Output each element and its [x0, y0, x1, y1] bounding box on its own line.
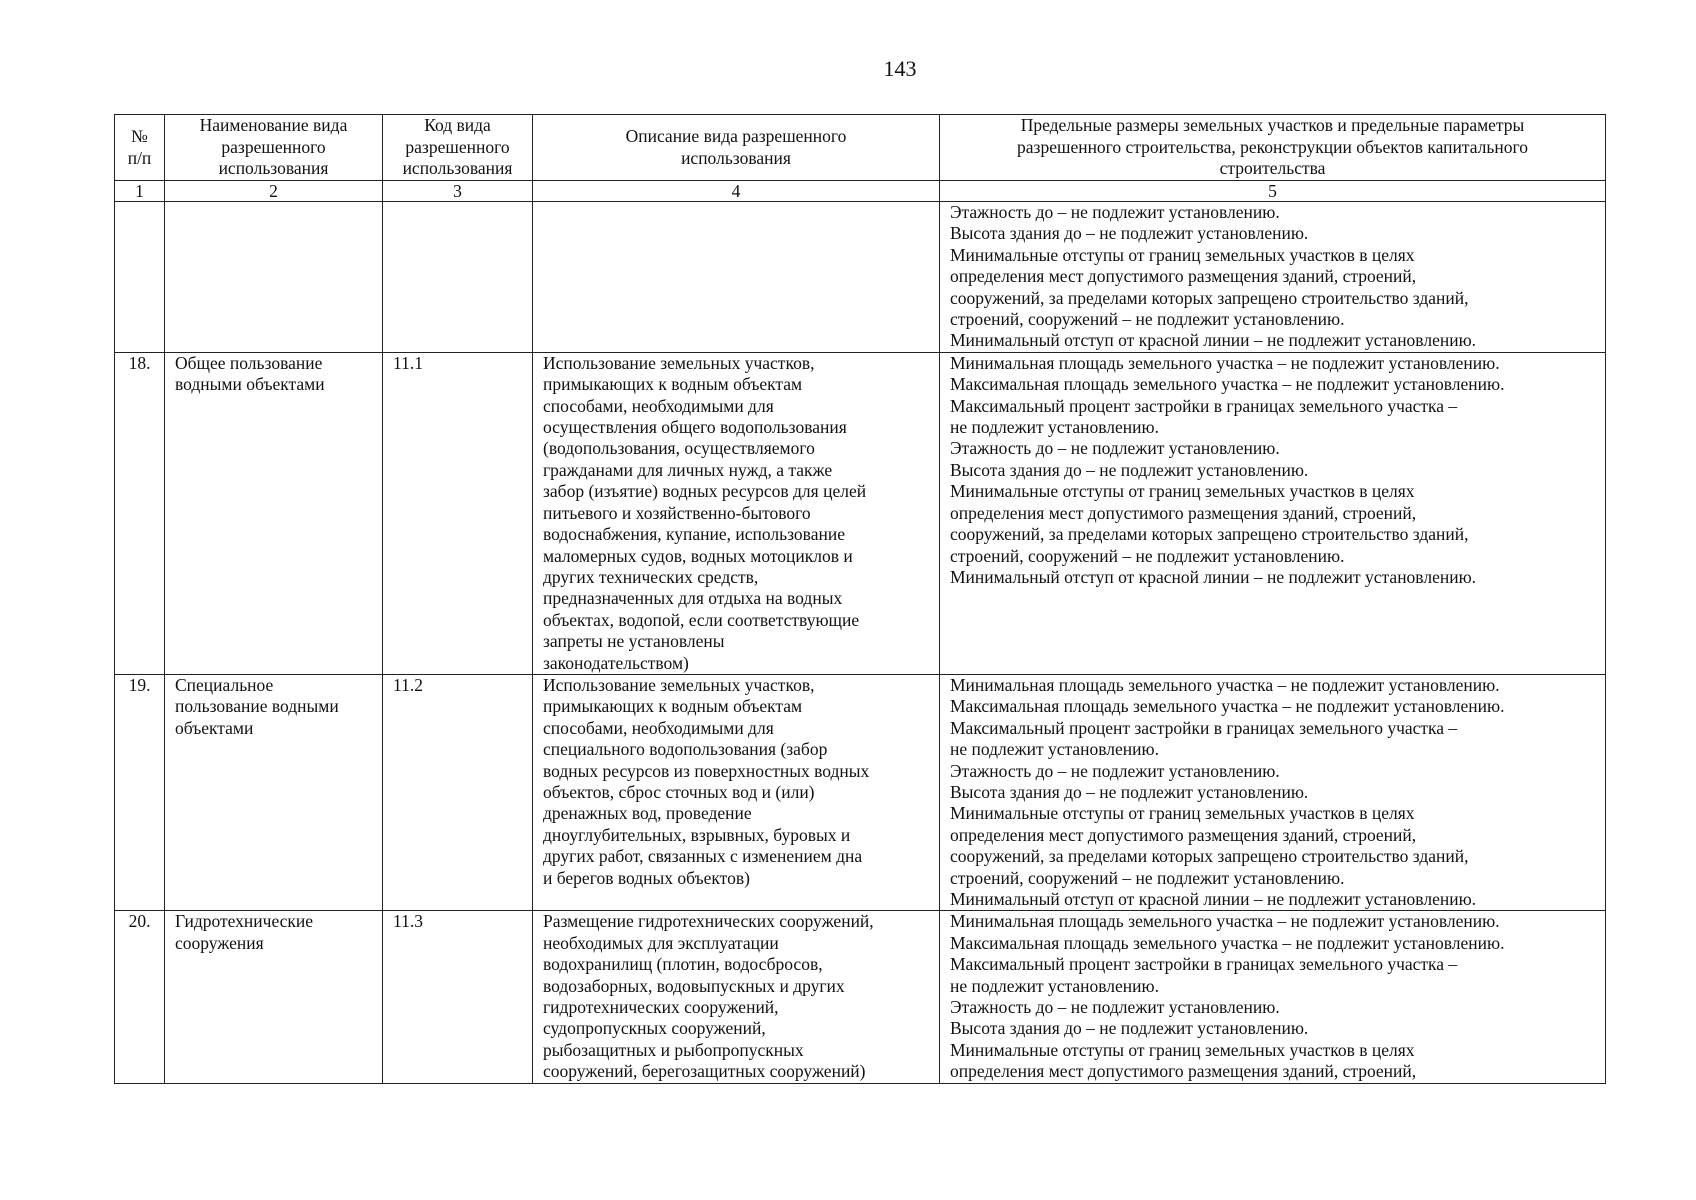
text-line: Минимальная площадь земельного участка – не подлежит установлению.	[950, 911, 1500, 932]
text-line: Минимальные отступы от границ земельных участков в целях	[950, 481, 1415, 502]
text-line: забор (изъятие) водных ресурсов для целей	[543, 481, 867, 502]
text-line: определения мест допустимого размещения зданий, строений,	[950, 502, 1417, 523]
text-line: пользование водными	[175, 696, 339, 717]
text-line: Высота здания до – не подлежит установлению.	[950, 781, 1309, 802]
text-line: запреты не установлены	[543, 631, 725, 652]
text-line: примыкающих к водным объектам	[543, 696, 803, 717]
text-line: водных ресурсов из поверхностных водных	[543, 760, 870, 781]
text-line: не подлежит установлению.	[950, 417, 1159, 438]
text-line: Специальное	[175, 674, 274, 695]
text-line: определения мест допустимого размещения зданий, строений,	[950, 266, 1417, 287]
use-code-cell	[383, 202, 533, 353]
column-number: 5	[940, 181, 1606, 202]
text-line: водозаборных, водовыпускных и других	[543, 975, 845, 996]
text-line: сооружений, за пределами которых запрещено строительство зданий,	[950, 524, 1469, 545]
text-line: сооружений, за пределами которых запрещено строительство зданий,	[950, 287, 1469, 308]
header-description: Описание вида разрешенного использования	[533, 115, 940, 181]
text-line: гидротехнических сооружений,	[543, 997, 779, 1018]
use-name-cell	[165, 352, 383, 674]
text-line: водными объектами	[175, 374, 325, 395]
text-line: рыбозащитных и рыбопропускных	[543, 1039, 804, 1060]
text-line: Размещение гидротехнических сооружений,	[543, 911, 874, 932]
text-line: гражданами для личных нужд, а также	[543, 459, 833, 480]
row-number: 19.	[115, 674, 165, 910]
text-line: и берегов водных объектов)	[543, 867, 750, 888]
text-line: не подлежит установлению.	[950, 975, 1159, 996]
use-parameters-cell	[940, 911, 1606, 1083]
text-line: судопропускных сооружений,	[543, 1018, 766, 1039]
use-description-cell	[533, 202, 940, 353]
text-line: Этажность до – не подлежит установлению.	[950, 760, 1280, 781]
text-line: Максимальный процент застройки в границах земельного участка –	[950, 954, 1458, 975]
text-line: Использование земельных участков,	[543, 352, 815, 373]
text-line: определения мест допустимого размещения зданий, строений,	[950, 824, 1417, 845]
text-line: определения мест допустимого размещения зданий, строений,	[950, 1061, 1417, 1082]
text-line: Высота здания до – не подлежит установлению.	[950, 1018, 1309, 1039]
use-parameters-cell	[940, 352, 1606, 674]
table-body	[115, 202, 1606, 1084]
text-line: Минимальные отступы от границ земельных участков в целях	[950, 803, 1415, 824]
text-line: Минимальная площадь земельного участка – не подлежит установлению.	[950, 674, 1500, 695]
column-number: 1	[115, 181, 165, 202]
use-name-cell	[165, 202, 383, 353]
text-line: других работ, связанных с изменением дна	[543, 846, 863, 867]
text-line: других технических средств,	[543, 566, 759, 587]
use-code-cell: 11.2	[383, 674, 533, 910]
text-line: сооружений, берегозащитных сооружений)	[543, 1061, 866, 1082]
column-number: 4	[533, 181, 940, 202]
text-line: не подлежит установлению.	[950, 739, 1159, 760]
text-line: Максимальная площадь земельного участка – не подлежит установлению.	[950, 696, 1505, 717]
header-name: Наименование вида разрешенного использования	[165, 115, 383, 181]
use-code-cell: 11.1	[383, 352, 533, 674]
text-line: осуществления общего водопользования	[543, 417, 847, 438]
text-line: специального водопользования (забор	[543, 739, 828, 760]
text-line: сооружений, за пределами которых запрещено строительство зданий,	[950, 846, 1469, 867]
text-line: Этажность до – не подлежит установлению.	[950, 202, 1280, 222]
text-line: необходимых для эксплуатации	[543, 932, 779, 953]
header-code: Код вида разрешенного использования	[383, 115, 533, 181]
text-line: Этажность до – не подлежит установлению.	[950, 997, 1280, 1018]
text-line: Минимальный отступ от красной линии – не подлежит установлению.	[950, 330, 1477, 351]
text-line: строений, сооружений – не подлежит установлению.	[950, 309, 1345, 330]
text-line: законодательством)	[543, 652, 689, 673]
text-line: Максимальная площадь земельного участка – не подлежит установлению.	[950, 374, 1505, 395]
use-code-cell: 11.3	[383, 911, 533, 1083]
text-line: Минимальная площадь земельного участка – не подлежит установлению.	[950, 352, 1500, 373]
column-number-row	[115, 181, 1606, 202]
text-line: предназначенных для отдыха на водных	[543, 588, 843, 609]
use-name-cell	[165, 674, 383, 910]
row-number	[115, 202, 165, 353]
text-line: примыкающих к водным объектам	[543, 374, 803, 395]
text-line: Высота здания до – не подлежит установлению.	[950, 459, 1309, 480]
text-line: Минимальные отступы от границ земельных участков в целях	[950, 1039, 1415, 1060]
header-num: № п/п	[115, 115, 165, 181]
use-description-cell	[533, 352, 940, 674]
use-description-cell	[533, 674, 940, 910]
text-line: Минимальные отступы от границ земельных участков в целях	[950, 244, 1415, 265]
table-row	[115, 202, 1606, 353]
page-number: 143	[883, 56, 917, 81]
text-line: (водопользования, осуществляемого	[543, 438, 815, 459]
text-line: Минимальный отступ от красной линии – не подлежит установлению.	[950, 566, 1477, 587]
text-line: Использование земельных участков,	[543, 674, 815, 695]
text-line: строений, сооружений – не подлежит установлению.	[950, 867, 1345, 888]
row-number: 18.	[115, 352, 165, 674]
text-line: маломерных судов, водных мотоциклов и	[543, 545, 853, 566]
text-line: объектами	[175, 717, 254, 738]
text-line: объектов, сброс сточных вод и (или)	[543, 781, 815, 802]
text-line: Минимальный отступ от красной линии – не подлежит установлению.	[950, 889, 1477, 909]
table-row	[115, 911, 1606, 1083]
text-line: Этажность до – не подлежит установлению.	[950, 438, 1280, 459]
text-line: сооружения	[175, 932, 264, 953]
text-line: Максимальный процент застройки в границах земельного участка –	[950, 395, 1458, 416]
text-line: дренажных вод, проведение	[543, 803, 752, 824]
text-line: водохранилищ (плотин, водосбросов,	[543, 954, 823, 975]
text-line: Общее пользование	[175, 352, 323, 373]
land-use-table	[114, 114, 1606, 1084]
table-header-row	[115, 115, 1606, 181]
text-line: дноуглубительных, взрывных, буровых и	[543, 824, 851, 845]
table-row	[115, 674, 1606, 910]
text-line: способами, необходимыми для	[543, 395, 774, 416]
row-number: 20.	[115, 911, 165, 1083]
use-parameters-cell	[940, 674, 1606, 910]
text-line: строений, сооружений – не подлежит установлению.	[950, 545, 1345, 566]
use-parameters-cell	[940, 202, 1606, 353]
text-line: Максимальный процент застройки в границах земельного участка –	[950, 717, 1458, 738]
table-row	[115, 352, 1606, 674]
text-line: способами, необходимыми для	[543, 717, 774, 738]
text-line: водоснабжения, купание, использование	[543, 524, 845, 545]
column-number: 2	[165, 181, 383, 202]
text-line: Высота здания до – не подлежит установлению.	[950, 223, 1309, 244]
text-line: питьевого и хозяйственно-бытового	[543, 502, 811, 523]
header-params: Предельные размеры земельных участков и предельные параметры разрешенного строительства, реконструкции объектов капитального строительства	[940, 115, 1606, 181]
text-line: Максимальная площадь земельного участка – не подлежит установлению.	[950, 932, 1505, 953]
text-line: объектах, водопой, если соответствующие	[543, 609, 860, 630]
column-number: 3	[383, 181, 533, 202]
text-line: Гидротехнические	[175, 911, 314, 932]
use-name-cell	[165, 911, 383, 1083]
use-description-cell	[533, 911, 940, 1083]
